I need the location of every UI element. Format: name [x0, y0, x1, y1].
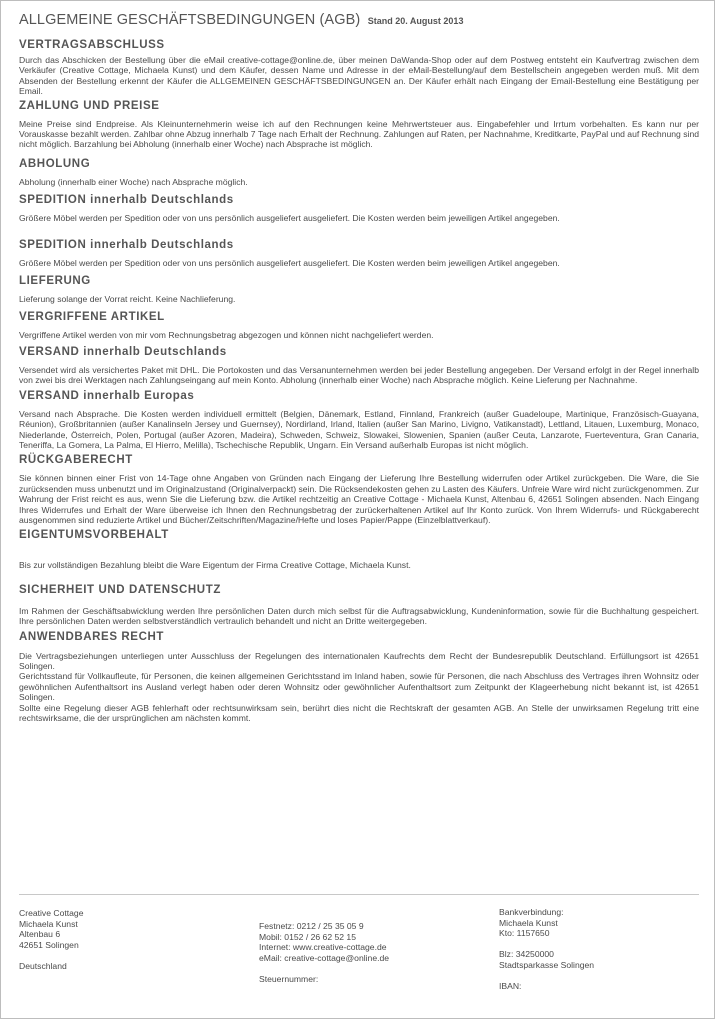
section-text: Versand nach Absprache. Die Kosten werden individuell ermittelt (Belgien, Dänemark, Estland, Finnland, Frankreich (außer Guadeloupe, Martinique, Französisch-Guayana, Réunion), Großbritannien (außer Kanalinseln Jersey und Guernsey), Nordirland, Irland, Italien (außer San Marino, Livigno, Vatikanstadt), Lettland, Litauen, Luxemburg, Monaco, Niederlande, Österreich, Polen, Portugal (außer Azoren, Madeira), Schweden, Schweiz, Slowakei, Slowenien, Spanien (außer Ceuta, Lanzarote, Fuerteventura, Gran Canaria, Teneriffa, La Gomera, La Palma, El Hierro, Melilla), Tschechische Republik, Ungarn. Ein Versand außerhalb Europas ist nicht möglich.: [19, 408, 699, 450]
section-zahlung-und-preise: [19, 99, 699, 150]
section-spedition-1: [19, 193, 699, 223]
footer-spacer: [499, 971, 594, 982]
footer-blz: Blz: 34250000: [499, 949, 554, 960]
footer-bank-holder: Michaela Kunst: [499, 917, 558, 928]
section-abholung: [19, 157, 699, 187]
footer-spacer: [499, 939, 594, 950]
section-text: Bis zur vollständigen Bezahlung bleibt die Ware Eigentum der Firma Creative Cottage, Michaela Kunst.: [19, 560, 411, 571]
section-heading: ANWENDBARES RECHT: [19, 630, 165, 643]
footer-address: [19, 908, 84, 972]
section-text: Meine Preise sind Endpreise. Als Kleinunternehmerin weise ich auf den Rechnungen keine Mehrwertsteuer aus. Eingabefehler und Irrtum vorbehalten. Es kann nur per Vorauskasse bezahlt werden. Zahlbar ohne Abzug innerhalb 7 Tage nach Erhalt der Rechnung. Zahlungen auf Raten, per Nachnahme, Kreditkarte, PayPal und auf Rechnung sind nicht möglich. Barzahlung bei Abholung (innerhalb einer Woche) nach Absprache ist möglich.: [19, 118, 699, 150]
section-versand-deutschland: [19, 345, 699, 386]
section-anwendbares-recht: [19, 630, 699, 724]
page-header: [19, 11, 699, 30]
section-versand-europa: [19, 389, 699, 451]
section-rueckgaberecht: [19, 453, 699, 525]
section-text: Größere Möbel werden per Spedition oder von uns persönlich ausgeliefert ausgeliefert. Die Kosten werden beim jeweiligen Artikel angegeben.: [19, 213, 560, 224]
section-heading: ABHOLUNG: [19, 157, 91, 170]
footer-country: Deutschland: [19, 960, 67, 971]
footer-account: Kto: 1157650: [499, 928, 550, 939]
section-paragraph: Die Vertragsbeziehungen unterliegen unter Ausschluss der Regelungen des internationalen Kaufrechts dem Recht der Bundesrepublik Deutschland. Erfüllungsort ist 42651 Solingen.: [19, 650, 699, 671]
footer-bank-label: Bankverbindung:: [499, 907, 564, 917]
footer-bank: [499, 907, 594, 992]
section-datenschutz: [19, 583, 699, 627]
footer-email: eMail: creative-cottage@online.de: [259, 952, 390, 963]
section-heading: LIEFERUNG: [19, 275, 91, 288]
footer-phone: Festnetz: 0212 / 25 35 05 9: [259, 921, 364, 931]
section-heading: VERTRAGSABSCHLUSS: [19, 39, 165, 51]
section-lieferung: [19, 274, 699, 304]
section-paragraph: Gerichtsstand für Vollkaufleute, für Personen, die keinen allgemeinen Gerichtsstand im Inland haben, sowie für Personen, die nach Abschluss des Vertrages ihren Wohnsitz oder gewöhnlichen Aufenthaltsort ins Ausland verlegt haben oder deren Wohnsitz oder gewöhnlicher Aufenthaltsort zum Zeitpunkt der Klageerhebung nicht bekannt ist, ist 42651 Solingen.: [19, 671, 699, 703]
footer-contact: [259, 921, 389, 985]
section-heading: VERGRIFFENE ARTIKEL: [19, 311, 165, 324]
page-date: Stand 20. August 2013: [367, 16, 464, 26]
section-text: Abholung (innerhalb einer Woche) nach Absprache möglich.: [19, 176, 248, 187]
footer-website: Internet: www.creative-cottage.de: [259, 942, 387, 953]
section-vertragsabschluss: [19, 38, 699, 97]
section-eigentumsvorbehalt: [19, 528, 699, 570]
section-spedition-2: [19, 238, 699, 268]
footer-owner: Michaela Kunst: [19, 918, 78, 929]
section-text: Durch das Abschicken der Bestellung über die eMail creative-cottage@online.de, über meinen DaWanda-Shop oder auf dem Postweg entsteht ein Kaufvertrag zwischen dem Verkäufer (Creative Cottage, Michaela Kunst) und dem Käufer, dessen Name und Adresse in der eMail-Bestellung/auf dem Bestellschein angegeben werden muß. Mit dem Absenden der Bestellung erkennt der Käufer die ALLGEMEINEN GESCHÄFTSBEDINGUNGEN an. Der Käufer erhält nach Eingang der Email-Bestellung eine Bestätigung per Email.: [19, 55, 699, 97]
footer-spacer: [259, 963, 389, 974]
footer-divider: [19, 894, 699, 895]
footer-iban: IBAN:: [499, 981, 522, 992]
footer-company: Creative Cottage: [19, 908, 84, 918]
footer-bank-name: Stadtsparkasse Solingen: [499, 959, 595, 970]
footer-mobile: Mobil: 0152 / 26 62 52 15: [259, 931, 356, 942]
section-heading: SPEDITION innerhalb Deutschlands: [19, 238, 234, 251]
footer-street: Altenbau 6: [19, 929, 61, 940]
section-text: Lieferung solange der Vorrat reicht. Keine Nachlieferung.: [19, 294, 236, 305]
footer-spacer: [19, 950, 84, 961]
section-text: Sie können binnen einer Frist von 14-Tage ohne Angaben von Gründen nach Eingang der Lieferung Ihre Bestellung widerrufen oder Artikel zurückgeben. Die Ware, die Sie zurücksenden muss unbenutzt und im Originalzustand (Originalverpackt) sein. Die Rücksendekosten gehen zu Lasten des Käufers. Unfreie Ware wird nicht zurückgenommen. Zur Wahrung der Frist reicht es aus, wenn Sie die Lieferung bzw. die Artikel rechtzeitig an Creative Cottage - Michaela Kunst, Altenbau 6, 42651 Solingen absenden. Nach Eingang Ihres Widerrufes und Erhalt der Ware überweise ich Ihnen den Rechnungsbetrag der zurückerhaltenen Artikel auf Ihr Konto zurück. Von Ihrem Widerrufs- und Rückgaberecht ausgenommen sind reduzierte Artikel und Bücher/Zeitschriften/Magazine/Hefte und loses Papier/Pappe (Einzelblattverkauf).: [19, 473, 699, 525]
section-heading: EIGENTUMSVORBEHALT: [19, 529, 169, 542]
section-vergriffene-artikel: [19, 310, 699, 340]
footer-city: 42651 Solingen: [19, 939, 79, 950]
section-text: Vergriffene Artikel werden von mir vom Rechnungsbetrag abgezogen und können nicht nachgeliefert werden.: [19, 330, 434, 341]
section-text: Größere Möbel werden per Spedition oder von uns persönlich ausgeliefert ausgeliefert. Die Kosten werden beim jeweiligen Artikel angegeben.: [19, 257, 560, 268]
section-heading: SICHERHEIT UND DATENSCHUTZ: [19, 583, 221, 596]
page-title: ALLGEMEINE GESCHÄFTSBEDINGUNGEN (AGB): [19, 12, 361, 28]
section-heading: SPEDITION innerhalb Deutschlands: [19, 194, 234, 207]
section-heading: VERSAND innerhalb Europas: [19, 389, 195, 402]
section-text: Versendet wird als versichertes Paket mit DHL. Die Portokosten und das Versanunternehmen werden bei jeder Bestellung angegeben. Der Versand erfolgt in der Regel innerhalb von zwei bis drei Werktagen nach Zahlungseingang auf mein Konto. Abholung (innerhalb einer Woche) nach Absprache möglich. Keine Lieferung per Nachnahme.: [19, 364, 699, 386]
section-heading: VERSAND innerhalb Deutschlands: [19, 345, 227, 358]
section-paragraph: Sollte eine Regelung dieser AGB fehlerhaft oder rechtsunwirksam sein, berührt dies nicht die Rechtskraft der gesamten AGB. An Stelle der unwirksamen Regelung tritt eine rechtswirksame, die der ursprünglichen am nächsten kommt.: [19, 702, 699, 723]
section-text: Im Rahmen der Geschäftsabwicklung werden Ihre persönlichen Daten durch mich selbst für die Auftragsabwicklung, Kundeninformation, sowie für die Buchhaltung gespeichert. Ihre persönlichen Daten werden selbstverständlich vertraulich behandelt und nicht an Dritte weitergegeben.: [19, 605, 699, 627]
section-heading: RÜCKGABERECHT: [19, 454, 133, 467]
footer-tax-number: Steuernummer:: [259, 973, 319, 984]
agb-content: [19, 11, 699, 723]
section-heading: ZAHLUNG UND PREISE: [19, 99, 160, 112]
